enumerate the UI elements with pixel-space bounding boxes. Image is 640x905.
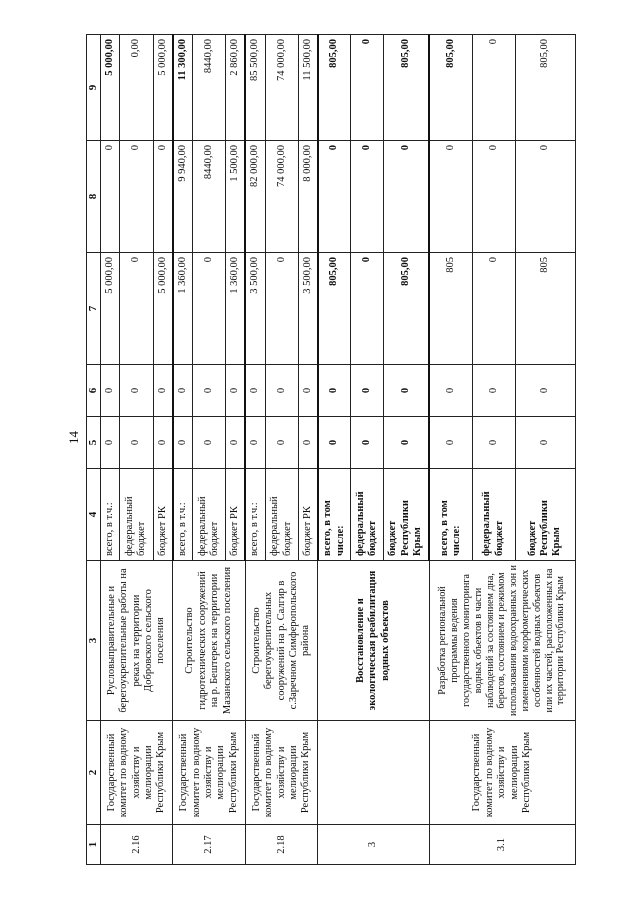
value-cell: 0 (100, 141, 119, 253)
funding-source: бюджет РК (298, 469, 318, 561)
value-cell: 0 (473, 141, 516, 253)
executor-cell: Государственный комитет по водному хозяйству и мелиорации Республики Крым (173, 721, 246, 825)
total-cell: 805,00 (515, 35, 575, 141)
value-cell: 0 (351, 253, 383, 365)
value-cell: 0 (265, 253, 298, 365)
header-row (87, 35, 101, 865)
total-cell: 2 860,00 (226, 35, 246, 141)
total-cell: 74 000,00 (265, 35, 298, 141)
value-cell: 0 (100, 365, 119, 417)
page-number: 14 (66, 431, 81, 444)
funding-source: всего, в том числе: (429, 469, 472, 561)
value-cell: 0 (245, 365, 265, 417)
value-cell: 0 (153, 141, 173, 253)
funding-source: всего, в т.ч.: (173, 469, 193, 561)
item-number: 2.18 (245, 825, 318, 865)
value-cell: 8 000,00 (298, 141, 318, 253)
item-number: 2.17 (173, 825, 246, 865)
program-table (86, 34, 576, 865)
funding-source: всего, в т.ч.: (100, 469, 119, 561)
value-cell: 805 (515, 253, 575, 365)
value-cell: 0 (318, 417, 351, 469)
value-cell: 0 (473, 253, 516, 365)
value-cell: 0 (173, 417, 193, 469)
executor-cell: Государственный комитет по водному хозяйству и мелиорации Республики Крым (245, 721, 318, 825)
header-cell: 7 (87, 253, 101, 365)
value-cell: 1 500,00 (226, 141, 246, 253)
value-cell: 8440,00 (193, 141, 226, 253)
total-cell: 805,00 (318, 35, 351, 141)
value-cell: 0 (473, 417, 516, 469)
value-cell: 0 (351, 365, 383, 417)
executor-cell: Государственный комитет по водному хозяйству и мелиорации Республики Крым (100, 721, 173, 825)
value-cell: 0 (193, 253, 226, 365)
funding-source: федеральный бюджет (120, 469, 153, 561)
value-cell: 0 (429, 417, 472, 469)
value-cell: 3 500,00 (245, 253, 265, 365)
total-cell: 5 000,00 (100, 35, 119, 141)
executor-cell (318, 721, 429, 825)
funding-source: федеральный бюджет (265, 469, 298, 561)
value-cell: 0 (351, 417, 383, 469)
value-cell: 0 (120, 253, 153, 365)
total-cell: 8440,00 (193, 35, 226, 141)
total-cell: 805,00 (429, 35, 472, 141)
value-cell: 0 (226, 417, 246, 469)
value-cell: 0 (429, 141, 472, 253)
value-cell: 0 (245, 417, 265, 469)
value-cell: 0 (515, 417, 575, 469)
table-row (318, 35, 351, 865)
total-cell: 11 500,00 (298, 35, 318, 141)
value-cell: 0 (429, 365, 472, 417)
value-cell: 0 (298, 417, 318, 469)
measure-cell: Русловыправительные и берегоукрепительные работы на реках на территории Добровского сельского поселения (100, 561, 173, 721)
funding-source: федеральный бюджет (193, 469, 226, 561)
value-cell: 0 (383, 141, 429, 253)
funding-source: бюджет Республики Крым (515, 469, 575, 561)
funding-source: бюджет Республики Крым (383, 469, 429, 561)
value-cell: 0 (473, 365, 516, 417)
value-cell: 0 (265, 417, 298, 469)
value-cell: 0 (153, 365, 173, 417)
value-cell: 805,00 (318, 253, 351, 365)
table-row (245, 35, 265, 865)
funding-source: всего, в том числе: (318, 469, 351, 561)
header-cell: 5 (87, 417, 101, 469)
total-cell: 0 (473, 35, 516, 141)
item-number: 2.16 (100, 825, 173, 865)
table-row (429, 35, 472, 865)
value-cell: 0 (120, 417, 153, 469)
value-cell: 0 (351, 141, 383, 253)
value-cell: 9 940,00 (173, 141, 193, 253)
value-cell: 5 000,00 (100, 253, 119, 365)
table-row (100, 35, 119, 865)
value-cell: 82 000,00 (245, 141, 265, 253)
measure-cell: Строительство берегоукрепительных сооружений на р. Салгир в с.Заречном Симферопольского района (245, 561, 318, 721)
value-cell: 0 (318, 141, 351, 253)
total-cell: 11 300,00 (173, 35, 193, 141)
value-cell: 0 (193, 417, 226, 469)
measure-cell: Разработка региональной программы ведения государственного мониторинга водных объектов в части наблюдений за состоянием дна, берегов, состоянием и режимом использования водоохранных зон и изменениями морфометрических особенностей водных объектов или их частей, расположенных на территории Республики Крым (429, 561, 575, 721)
table-row (173, 35, 193, 865)
value-cell: 0 (173, 365, 193, 417)
header-cell: 4 (87, 469, 101, 561)
total-cell: 5 000,00 (153, 35, 173, 141)
value-cell: 0 (318, 365, 351, 417)
funding-source: федеральный бюджет (473, 469, 516, 561)
value-cell: 0 (100, 417, 119, 469)
section-title: Восстановление и экологическая реабилитация водных объектов (318, 561, 429, 721)
header-cell: 9 (87, 35, 101, 141)
funding-source: федеральный бюджет (351, 469, 383, 561)
header-cell: 1 (87, 825, 101, 865)
header-cell: 6 (87, 365, 101, 417)
value-cell: 0 (226, 365, 246, 417)
funding-source: всего, в т.ч.: (245, 469, 265, 561)
total-cell: 0 (351, 35, 383, 141)
header-cell: 3 (87, 561, 101, 721)
executor-cell: Государственный комитет по водному хозяйству и мелиорации Республики Крым (429, 721, 575, 825)
value-cell: 74 000,00 (265, 141, 298, 253)
value-cell: 0 (515, 141, 575, 253)
value-cell: 0 (298, 365, 318, 417)
header-cell: 8 (87, 141, 101, 253)
value-cell: 0 (120, 141, 153, 253)
value-cell: 0 (515, 365, 575, 417)
value-cell: 0 (193, 365, 226, 417)
item-number: 3.1 (429, 825, 575, 865)
total-cell: 805,00 (383, 35, 429, 141)
value-cell: 1 360,00 (226, 253, 246, 365)
funding-source: бюджет РК (226, 469, 246, 561)
value-cell: 5 000,00 (153, 253, 173, 365)
value-cell: 805,00 (383, 253, 429, 365)
value-cell: 0 (383, 365, 429, 417)
funding-source: бюджет РК (153, 469, 173, 561)
value-cell: 0 (153, 417, 173, 469)
value-cell: 1 360,00 (173, 253, 193, 365)
item-number: 3 (318, 825, 429, 865)
header-cell: 2 (87, 721, 101, 825)
rotated-table-container (86, 35, 576, 865)
value-cell: 805 (429, 253, 472, 365)
total-cell: 0,00 (120, 35, 153, 141)
value-cell: 3 500,00 (298, 253, 318, 365)
value-cell: 0 (383, 417, 429, 469)
value-cell: 0 (265, 365, 298, 417)
value-cell: 0 (120, 365, 153, 417)
total-cell: 85 500,00 (245, 35, 265, 141)
measure-cell: Строительство гидротехнических сооружений на р. Бештерек на территории Мазанского сельского поселения (173, 561, 246, 721)
